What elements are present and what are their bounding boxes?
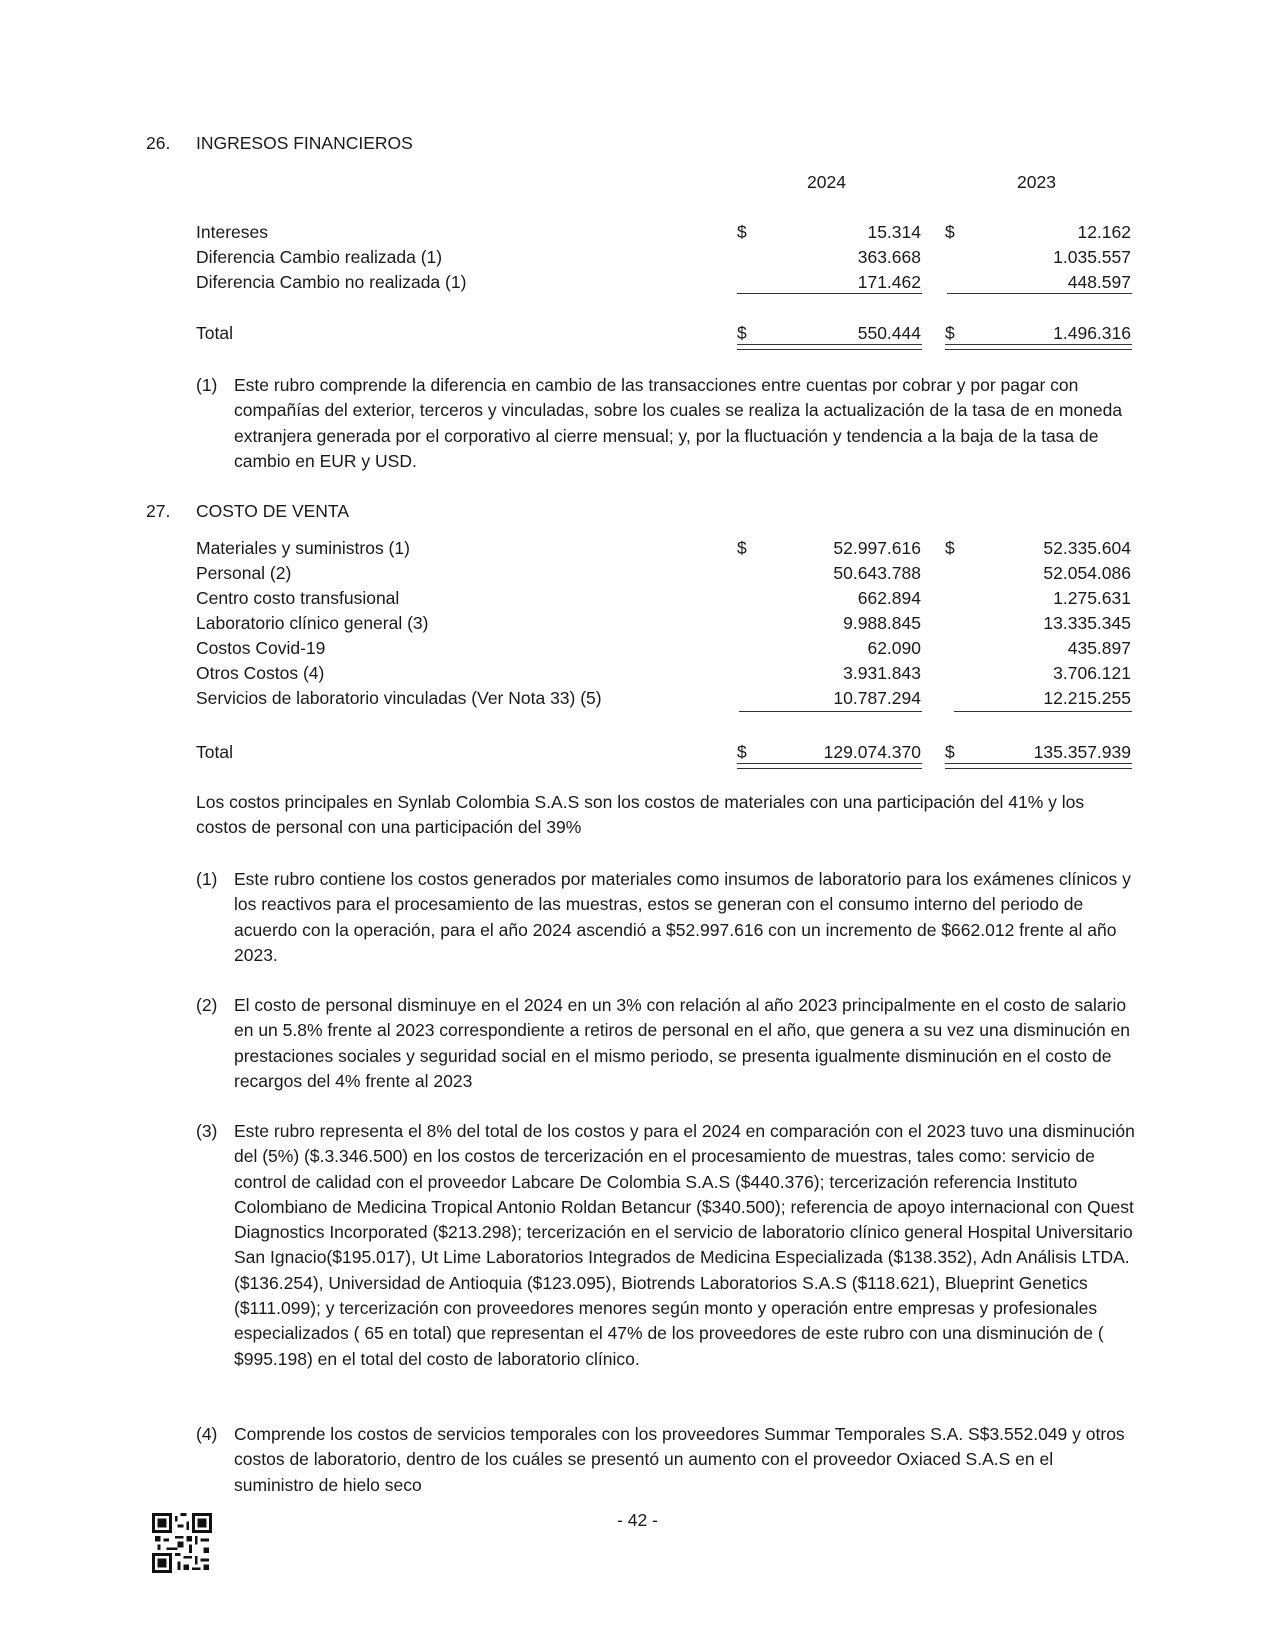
subtotal-underline-2024 bbox=[737, 293, 922, 294]
currency-symbol: $ bbox=[737, 538, 747, 558]
total-double-underline-2024 bbox=[737, 763, 922, 769]
value-2024: 171.462 bbox=[857, 272, 921, 292]
footnote bbox=[196, 1422, 1136, 1498]
value-2023: 1.035.557 bbox=[1053, 247, 1131, 267]
footnote bbox=[196, 373, 1136, 474]
row-label: Otros Costos (4) bbox=[196, 663, 325, 683]
total-2023: 135.357.939 bbox=[1033, 742, 1131, 762]
value-2023: 435.897 bbox=[1067, 638, 1131, 658]
currency-symbol: $ bbox=[945, 323, 955, 343]
row-label: Diferencia Cambio realizada (1) bbox=[196, 247, 443, 267]
section-26-number: 26. bbox=[146, 133, 171, 153]
footnote-mark: (1) bbox=[196, 375, 218, 395]
value-2023: 448.597 bbox=[1067, 272, 1131, 292]
value-2023: 1.275.631 bbox=[1053, 588, 1131, 608]
footnote bbox=[196, 993, 1136, 1094]
row-label: Servicios de laboratorio vinculadas (Ver Nota 33) (5) bbox=[196, 688, 602, 708]
value-2024: 15.314 bbox=[867, 222, 921, 242]
row-label: Personal (2) bbox=[196, 563, 292, 583]
year-header-2024: 2024 bbox=[807, 172, 846, 192]
value-2023: 52.335.604 bbox=[1043, 538, 1131, 558]
subtotal-underline-2023 bbox=[954, 711, 1132, 712]
page-number: - 42 - bbox=[617, 1510, 658, 1530]
total-2024: 550.444 bbox=[857, 323, 921, 343]
row-label: Diferencia Cambio no realizada (1) bbox=[196, 272, 467, 292]
value-2024: 50.643.788 bbox=[833, 563, 921, 583]
footnote-text: Este rubro contiene los costos generados por materiales como insumos de laboratorio para los exámenes clínicos y los reactivos para el procesamiento de las muestras, estos se generan con el consumo interno del periodo de acuerdo con la operación, para el año 2024 ascendió a $52.997.616 con un incremento de $662.012 frente al año 2023. bbox=[234, 869, 1131, 965]
total-label: Total bbox=[196, 742, 233, 762]
row-label: Centro costo transfusional bbox=[196, 588, 400, 608]
section-27-title: COSTO DE VENTA bbox=[196, 501, 349, 521]
footnote-text: El costo de personal disminuye en el 2024 en un 3% con relación al año 2023 principalmente en el costo de salario en un 5.8% frente al 2023 correspondiente a retiros de personal en el año, que genera a su vez una disminución en prestaciones sociales y seguridad social en el mismo periodo, se presenta igualmente disminución en el costo de recargos del 4% frente al 2023 bbox=[234, 995, 1131, 1091]
currency-symbol: $ bbox=[737, 222, 747, 242]
value-2024: 3.931.843 bbox=[843, 663, 921, 683]
value-2023: 12.215.255 bbox=[1043, 688, 1131, 708]
value-2023: 3.706.121 bbox=[1053, 663, 1131, 683]
currency-symbol: $ bbox=[737, 323, 747, 343]
footnote-mark: (4) bbox=[196, 1424, 218, 1444]
currency-symbol: $ bbox=[945, 538, 955, 558]
footnote bbox=[196, 867, 1136, 968]
footnote-mark: (3) bbox=[196, 1121, 218, 1141]
value-2024: 9.988.845 bbox=[843, 613, 921, 633]
value-2024: 52.997.616 bbox=[833, 538, 921, 558]
total-double-underline-2023 bbox=[945, 763, 1132, 769]
value-2023: 12.162 bbox=[1077, 222, 1131, 242]
value-2023: 52.054.086 bbox=[1043, 563, 1131, 583]
footnote bbox=[196, 1119, 1136, 1372]
currency-symbol: $ bbox=[737, 742, 747, 762]
total-double-underline-2024 bbox=[737, 344, 922, 350]
currency-symbol: $ bbox=[945, 222, 955, 242]
row-label: Costos Covid-19 bbox=[196, 638, 326, 658]
value-2023: 13.335.345 bbox=[1043, 613, 1131, 633]
footnote-text: Este rubro representa el 8% del total de los costos y para el 2024 en comparación con el 2023 tuvo una disminución del (5%) ($.3.346.500) en los costos de tercerización en el procesamiento de muestras, tales como: servicio de control de calidad con el proveedor Labcare De Colombia S.A.S ($440.376); tercerización referencia Instituto Colombiano de Medicina Tropical Antonio Roldan Betancur ($340.500); referencia de apoyo internacional con Quest Diagnostics Incorporated ($213.298); tercerización en el servicio de laboratorio clínico general Hospital Universitario San Ignacio($195.017), Ut Lime Laboratorios Integrados de Medicina Especializada ($138.352), Adn Análisis LTDA. ($136.254), Universidad de Antioquia ($123.095), Biotrends Laboratorios S.A.S ($118.621), Blueprint Genetics ($111.099); y tercerización con proveedores menores según monto y operación entre empresas y profesionales especializados ( 65 en total) que representan el 47% de los proveedores de este rubro con una disminución de ( $995.198) en el total del costo de laboratorio clínico. bbox=[234, 1121, 1135, 1369]
section-27-number: 27. bbox=[146, 501, 171, 521]
total-double-underline-2023 bbox=[945, 344, 1132, 350]
total-2023: 1.496.316 bbox=[1053, 323, 1131, 343]
value-2024: 62.090 bbox=[867, 638, 921, 658]
value-2024: 10.787.294 bbox=[833, 688, 921, 708]
currency-symbol: $ bbox=[945, 742, 955, 762]
row-label: Intereses bbox=[196, 222, 268, 242]
total-label: Total bbox=[196, 323, 233, 343]
row-label: Laboratorio clínico general (3) bbox=[196, 613, 429, 633]
value-2024: 662.894 bbox=[857, 588, 921, 608]
section-26-title: INGRESOS FINANCIEROS bbox=[196, 133, 413, 153]
year-header-2023: 2023 bbox=[1017, 172, 1056, 192]
footnote-text: Este rubro comprende la diferencia en cambio de las transacciones entre cuentas por cobrar y por pagar con compañías del exterior, terceros y vinculadas, sobre los cuales se realiza la actualización de la tasa de en moneda extranjera generada por el corporativo al cierre mensual; y, por la fluctuación y tendencia a la baja de la tasa de cambio en EUR y USD. bbox=[234, 375, 1123, 471]
total-2024: 129.074.370 bbox=[823, 742, 921, 762]
row-label: Materiales y suministros (1) bbox=[196, 538, 410, 558]
footnote-mark: (2) bbox=[196, 995, 218, 1015]
footnote-mark: (1) bbox=[196, 869, 218, 889]
subtotal-underline-2023 bbox=[947, 293, 1132, 294]
subtotal-underline-2024 bbox=[739, 711, 922, 712]
summary-paragraph: Los costos principales en Synlab Colombia S.A.S son los costos de materiales con una participación del 41% y los costos de personal con una participación del 39% bbox=[196, 792, 1085, 838]
footnote-text: Comprende los costos de servicios temporales con los proveedores Summar Temporales S.A. S$3.552.049 y otros costos de laboratorio, dentro de los cuáles se presentó un aumento con el proveedor Oxiaced S.A.S en el suministro de hielo seco bbox=[234, 1424, 1125, 1495]
value-2024: 363.668 bbox=[857, 247, 921, 267]
